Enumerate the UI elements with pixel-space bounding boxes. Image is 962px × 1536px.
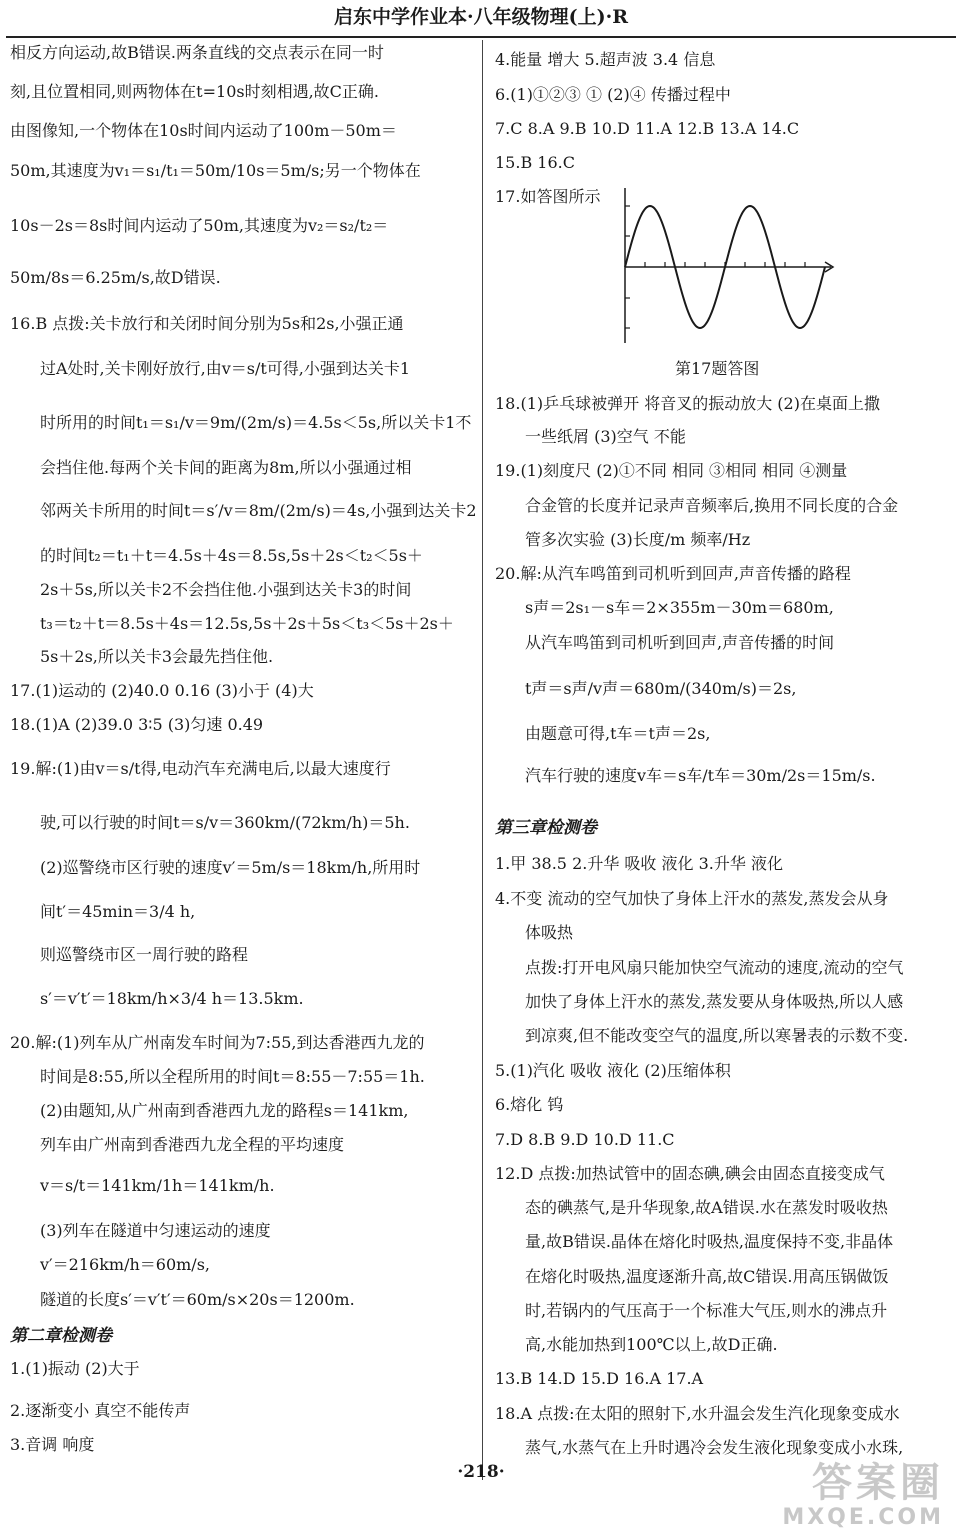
text-line: 管多次实验 (3)长度/m 频率/Hz: [525, 530, 751, 549]
text-line: 态的碘蒸气,是升华现象,故A错误.水在蒸发时吸收热: [525, 1198, 888, 1217]
text-line: 1.(1)振动 (2)大于: [10, 1359, 140, 1378]
text-line: 50m/8s＝6.25m/s,故D错误.: [10, 268, 221, 287]
text-line: 2s＋5s,所以关卡2不会挡住他.小强到达关卡3的时间: [40, 580, 412, 599]
text-line: 体吸热: [525, 923, 574, 942]
text-line: 18.A 点拨:在太阳的照射下,水升温会发生汽化现象变成水: [495, 1404, 900, 1423]
text-line: (2)巡警绕市区行驶的速度v′＝5m/s＝18km/h,所用时: [40, 858, 421, 877]
text-line: 间t′＝45min＝3/4 h,: [40, 902, 196, 921]
text-line: 19.(1)刻度尺 (2)①不同 相同 ③相同 相同 ④测量: [495, 461, 848, 480]
text-line: 邻两关卡所用的时间t＝s′/v＝8m/(2m/s)＝4s,小强到达关卡2: [40, 501, 477, 520]
text-line: 驶,可以行驶的时间t＝s/v＝360km/(72km/h)＝5h.: [40, 813, 410, 832]
text-line: v′＝216km/h＝60m/s,: [40, 1255, 210, 1274]
text-line: v＝s/t＝141km/1h＝141km/h.: [40, 1176, 275, 1195]
text-line: 18.(1)乒乓球被弹开 将音叉的振动放大 (2)在桌面上撒: [495, 394, 880, 413]
text-line: s′＝v′t′＝18km/h×3/4 h＝13.5km.: [40, 989, 304, 1008]
text-line: 会挡住他.每两个关卡间的距离为8m,所以小强通过相: [40, 458, 412, 477]
text-line: 在熔化时吸热,温度逐渐升高,故C错误.用高压锅做饭: [525, 1267, 889, 1286]
text-line: 量,故B错误.晶体在熔化时吸热,温度保持不变,非晶体: [525, 1232, 894, 1251]
text-line: 5s＋2s,所以关卡3会最先挡住他.: [40, 647, 274, 666]
text-line: 加快了身体上汗水的蒸发,蒸发要从身体吸热,所以人感: [525, 992, 904, 1011]
text-line: 12.D 点拨:加热试管中的固态碘,碘会由固态直接变成气: [495, 1164, 885, 1183]
text-line: 由题意可得,t车＝t声＝2s,: [525, 724, 711, 743]
sine-wave-figure: [623, 188, 838, 343]
watermark-text: 答案圈: [812, 1460, 944, 1506]
text-line: t声＝s声/v声＝680m/(340m/s)＝2s,: [525, 679, 797, 698]
text-line: 的时间t₂＝t₁＋t＝4.5s＋4s＝8.5s,5s＋2s＜t₂＜5s＋: [40, 546, 423, 565]
text-line: 6.(1)①②③ ① (2)④ 传播过程中: [495, 85, 731, 104]
text-line: 50m,其速度为v₁＝s₁/t₁＝50m/10s＝5m/s;另一个物体在: [10, 161, 421, 180]
text-line: 刻,且位置相同,则两物体在t=10s时刻相遇,故C正确.: [10, 82, 379, 101]
header-rule: [6, 36, 956, 38]
text-line: 2.逐渐变小 真空不能传声: [10, 1401, 191, 1420]
text-line: (2)由题知,从广州南到香港西九龙的路程s＝141km,: [40, 1101, 409, 1120]
text-line: 7.C 8.A 9.B 10.D 11.A 12.B 13.A 14.C: [495, 119, 800, 138]
text-line: 16.B 点拨:关卡放行和关闭时间分别为5s和2s,小强正通: [10, 314, 404, 333]
text-line: 7.D 8.B 9.D 10.D 11.C: [495, 1130, 675, 1149]
text-line: 20.解:(1)列车从广州南发车时间为7:55,到达香港西九龙的: [10, 1033, 425, 1052]
text-line: 从汽车鸣笛到司机听到回声,声音传播的时间: [525, 633, 835, 652]
text-line: 15.B 16.C: [495, 153, 575, 172]
text-line: 相反方向运动,故B错误.两条直线的交点表示在同一时: [10, 43, 384, 62]
text-line: 则巡警绕市区一周行驶的路程: [40, 945, 249, 964]
section-heading: 第二章检测卷: [10, 1326, 112, 1346]
text-line: 隧道的长度s′＝v′t′＝60m/s×20s＝1200m.: [40, 1290, 355, 1309]
text-line: 1.甲 38.5 2.升华 吸收 液化 3.升华 液化: [495, 854, 783, 873]
text-line: 17.如答图所示: [495, 187, 601, 206]
text-line: 汽车行驶的速度v车＝s车/t车＝30m/2s＝15m/s.: [525, 766, 876, 785]
text-line: 4.能量 增大 5.超声波 3.4 信息: [495, 50, 716, 69]
figure-caption: 第17题答图: [675, 359, 760, 378]
text-line: 由图像知,一个物体在10s时间内运动了100m－50m＝: [10, 121, 397, 140]
text-line: 10s－2s＝8s时间内运动了50m,其速度为v₂＝s₂/t₂＝: [10, 216, 389, 235]
text-line: 过A处时,关卡刚好放行,由v＝s/t可得,小强到达关卡1: [40, 359, 411, 378]
page-number: ·218·: [457, 1462, 505, 1482]
text-line: 时,若锅内的气压高于一个标准大气压,则水的沸点升: [525, 1301, 888, 1320]
text-line: 4.不变 流动的空气加快了身体上汗水的蒸发,蒸发会从身: [495, 889, 889, 908]
text-line: 13.B 14.D 15.D 16.A 17.A: [495, 1369, 704, 1388]
text-line: 一些纸屑 (3)空气 不能: [525, 427, 686, 446]
text-line: 18.(1)A (2)39.0 3∶5 (3)匀速 0.49: [10, 715, 264, 734]
text-line: s声＝2s₁－s车＝2×355m－30m＝680m,: [525, 598, 834, 617]
section-heading: 第三章检测卷: [495, 818, 597, 838]
text-line: 5.(1)汽化 吸收 液化 (2)压缩体积: [495, 1061, 731, 1080]
text-line: 点拨:打开电风扇只能加快空气流动的速度,流动的空气: [525, 958, 904, 977]
text-line: 列车由广州南到香港西九龙全程的平均速度: [40, 1135, 345, 1154]
text-line: t₃＝t₂＋t＝8.5s＋4s＝12.5s,5s＋2s＋5s＜t₃＜5s＋2s＋: [40, 614, 454, 633]
text-line: 时所用的时间t₁＝s₁/v＝9m/(2m/s)＝4.5s＜5s,所以关卡1不: [40, 413, 472, 432]
text-line: 17.(1)运动的 (2)40.0 0.16 (3)小于 (4)大: [10, 681, 314, 700]
page-header: 启东中学作业本·八年级物理(上)·R: [334, 6, 628, 28]
text-line: 蒸气,水蒸气在上升时遇冷会发生液化现象变成小水珠,: [525, 1438, 904, 1457]
text-line: 19.解:(1)由v＝s/t得,电动汽车充满电后,以最大速度行: [10, 759, 391, 778]
text-line: 合金管的长度并记录声音频率后,换用不同长度的合金: [525, 496, 899, 515]
text-line: 时间是8:55,所以全程所用的时间t＝8:55－7:55＝1h.: [40, 1067, 425, 1086]
text-line: 20.解:从汽车鸣笛到司机听到回声,声音传播的路程: [495, 564, 851, 583]
text-line: 3.音调 响度: [10, 1435, 95, 1454]
watermark-logo: [782, 1461, 944, 1530]
text-line: 高,水能加热到100℃以上,故D正确.: [525, 1335, 778, 1354]
text-line: (3)列车在隧道中匀速运动的速度: [40, 1221, 271, 1240]
text-line: 到凉爽,但不能改变空气的温度,所以寒暑表的示数不变.: [525, 1026, 909, 1045]
text-line: 6.熔化 钨: [495, 1095, 564, 1114]
watermark-url: MXQE.COM: [782, 1505, 944, 1530]
column-divider: [482, 40, 483, 1480]
